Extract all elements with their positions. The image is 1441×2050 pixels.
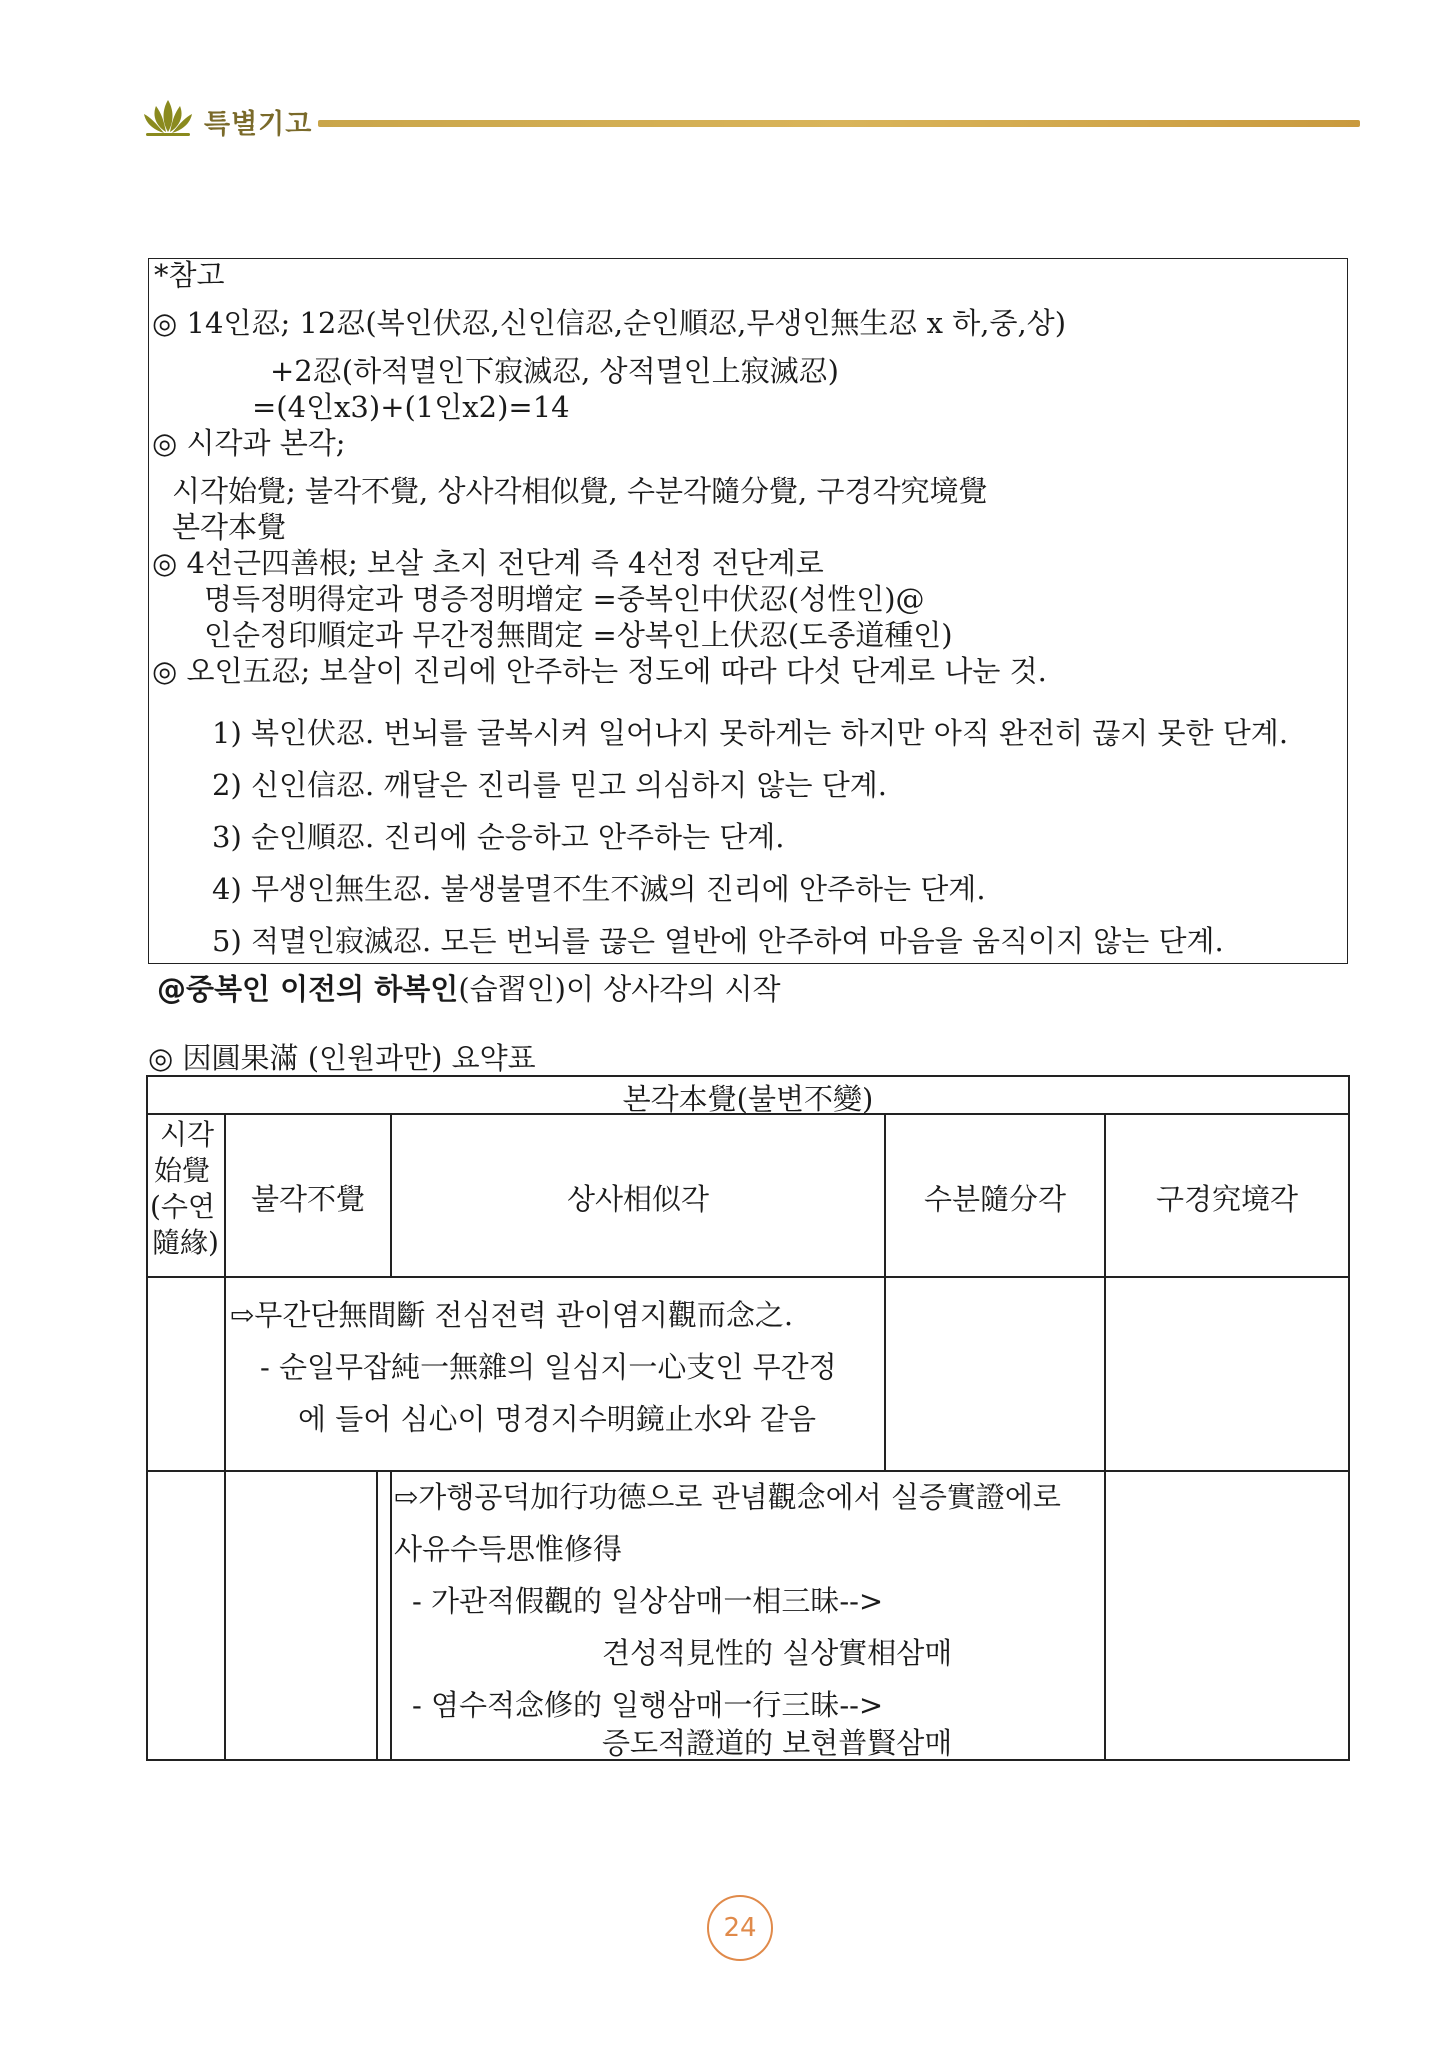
row2-line: 견성적見性的 실상實相삼매	[602, 1636, 953, 1670]
column-header: 불각不覺	[250, 1182, 366, 1216]
note	[157, 967, 781, 1008]
column-header: 구경究境각	[1155, 1182, 1299, 1216]
reference-line: 명득정明得定과 명증정明增定 =중복인中伏忍(성性인)@	[204, 582, 925, 616]
row-header-1: 시각	[160, 1118, 215, 1151]
page-header	[140, 96, 1360, 146]
row1-line: ⇨무간단無間斷 전심전력 관이염지觀而念之.	[230, 1298, 794, 1332]
reference-line: ◎ 4선근四善根; 보살 초지 전단계 즉 4선정 전단계로	[152, 546, 824, 580]
table-caption: ◎ 因圓果滿 (인원과만) 요약표	[148, 1041, 536, 1075]
reference-line: =(4인x3)+(1인x2)=14	[252, 390, 570, 424]
row1-line: 에 들어 심心이 명경지수明鏡止水와 같음	[298, 1402, 817, 1436]
row1-line: - 순일무잡純一無雜의 일심지一心支인 무간정	[260, 1350, 837, 1384]
reference-line: 본각本覺	[172, 510, 287, 544]
stage-item: 3) 순인順忍. 진리에 순응하고 안주하는 단계.	[212, 820, 785, 854]
stage-item: 1) 복인伏忍. 번뇌를 굴복시켜 일어나지 못하게는 하지만 아직 완전히 끊지 못한 단계.	[212, 716, 1289, 750]
reference-line: 인순정印順定과 무간정無間定 =상복인上伏忍(도종道種인)	[204, 618, 953, 652]
top-header: 본각本覺(불변不變)	[622, 1082, 874, 1116]
row2-line: - 가관적假觀的 일상삼매一相三昧-->	[412, 1584, 884, 1618]
reference-line: +2忍(하적멸인下寂滅忍, 상적멸인上寂滅忍)	[270, 354, 839, 388]
lotus-icon	[140, 98, 196, 138]
reference-label: *참고	[154, 258, 225, 292]
row-header-4: 隨緣)	[152, 1226, 219, 1259]
row2-line: 사유수득思惟修得	[394, 1532, 623, 1566]
column-header: 상사相似각	[566, 1182, 710, 1216]
reference-line: ◎ 오인五忍; 보살이 진리에 안주하는 정도에 따라 다섯 단계로 나눈 것.	[152, 654, 1047, 688]
row2-line: 증도적證道的 보현普賢삼매	[602, 1726, 953, 1760]
note-rest: (습習인)이 상사각의 시작	[458, 972, 781, 1006]
column-header: 수분隨分각	[923, 1182, 1067, 1216]
row2-line: ⇨가행공덕加行功德으로 관념觀念에서 실증實證에로	[394, 1480, 1061, 1514]
summary-table	[146, 1075, 1350, 1761]
row-header-2: 始覺	[154, 1154, 211, 1187]
stage-item: 5) 적멸인寂滅忍. 모든 번뇌를 끊은 열반에 안주하여 마음을 움직이지 않는 단계.	[212, 924, 1224, 958]
stage-item: 4) 무생인無生忍. 불생불멸不生不滅의 진리에 안주하는 단계.	[212, 872, 986, 906]
reference-line: ◎ 시각과 본각;	[152, 426, 346, 460]
reference-line: 시각始覺; 불각不覺, 상사각相似覺, 수분각隨分覺, 구경각究境覺	[172, 474, 988, 508]
row-header-3: (수연	[150, 1190, 216, 1223]
note-bold: @중복인 이전의 하복인	[157, 972, 459, 1006]
reference-line: ◎ 14인忍; 12忍(복인伏忍,신인信忍,순인順忍,무생인無生忍 x 하,중,상)	[152, 306, 1067, 340]
header-rule	[318, 120, 1360, 127]
stage-item: 2) 신인信忍. 깨달은 진리를 믿고 의심하지 않는 단계.	[212, 768, 887, 802]
row2-line: - 염수적念修的 일행삼매一行三昧-->	[412, 1688, 884, 1722]
page-number: 24	[707, 1895, 773, 1961]
header-title: 특별기고	[204, 109, 313, 140]
